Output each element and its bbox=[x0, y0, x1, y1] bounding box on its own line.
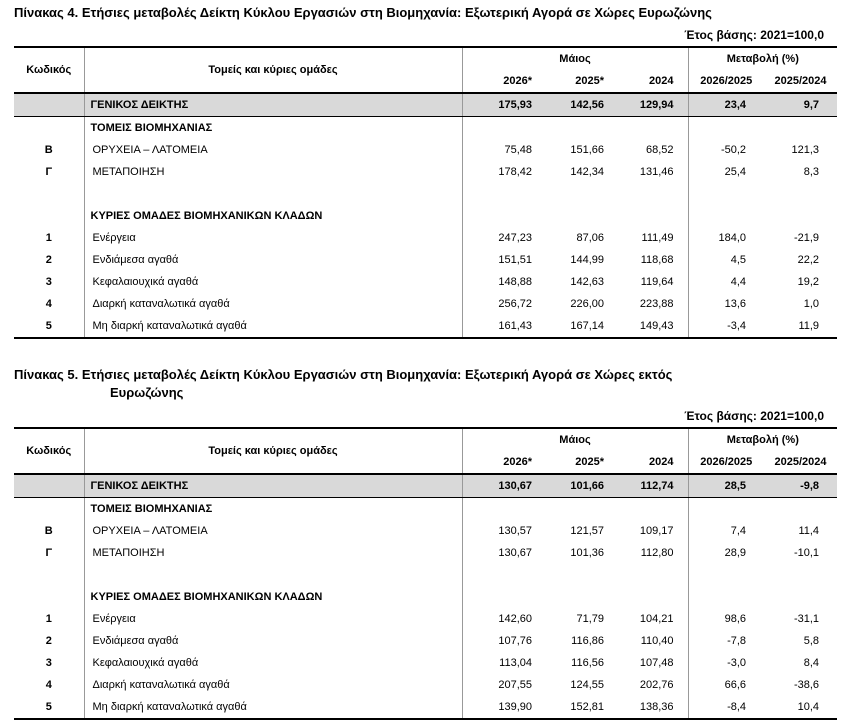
cell-2024: 68,52 bbox=[618, 139, 688, 161]
row-code: 1 bbox=[14, 227, 84, 249]
cell-2026: 178,42 bbox=[498, 166, 532, 178]
cell-change-1: -7,8 bbox=[727, 635, 747, 647]
table-5-base-year: Έτος βάσης: 2021=100,0 bbox=[684, 409, 824, 423]
cell-change-1: 25,4 bbox=[724, 166, 747, 178]
cell-change-1: 98,6 bbox=[724, 613, 747, 625]
table-row bbox=[14, 652, 837, 674]
row-code: 4 bbox=[14, 674, 84, 696]
header-change: Μεταβολή (%) bbox=[688, 428, 837, 451]
cell-change-2: -31,1 bbox=[793, 613, 820, 625]
cell-2026: 175,93 bbox=[462, 93, 546, 117]
header-change-2026-2025: 2026/2025 bbox=[700, 75, 753, 87]
table-5-title-line1: Πίνακας 5. Ετήσιες μεταβολές Δείκτη Κύκλου Εργασιών στη Βιομηχανία: Εξωτερική Αγορά σε Χώρες εκτός bbox=[14, 367, 673, 382]
cell-2026: 207,55 bbox=[498, 679, 532, 691]
header-2024: 2024 bbox=[618, 451, 688, 474]
table-row bbox=[14, 293, 837, 315]
row-code: Β bbox=[14, 520, 84, 542]
cell-change-1: 23,4 bbox=[688, 93, 764, 117]
table-row bbox=[14, 542, 837, 564]
cell-change-2: 22,2 bbox=[797, 254, 820, 266]
cell-change-2: -21,9 bbox=[793, 232, 820, 244]
row-label: ΟΡΥΧΕΙΑ – ΛΑΤΟΜΕΙΑ bbox=[84, 520, 462, 542]
header-change-2026-2025: 2026/2025 bbox=[700, 456, 753, 468]
cell-2025: 116,86 bbox=[571, 635, 604, 647]
header-month: Μάιος bbox=[462, 428, 688, 451]
cell-change-2: 8,3 bbox=[803, 166, 820, 178]
table-5-title bbox=[14, 366, 814, 402]
cell-2026: 139,90 bbox=[462, 696, 546, 719]
cell-2026: 113,04 bbox=[499, 657, 532, 669]
cell-2024: 202,76 bbox=[618, 674, 688, 696]
table-5 bbox=[14, 427, 837, 720]
cell-2024: 138,36 bbox=[618, 696, 688, 719]
row-code: 2 bbox=[14, 630, 84, 652]
cell-change-2: -9,8 bbox=[764, 474, 837, 498]
table-row-total bbox=[14, 474, 837, 498]
table-row bbox=[14, 630, 837, 652]
cell-2024: 129,94 bbox=[618, 93, 688, 117]
header-sectors: Τομείς και κύριες ομάδες bbox=[84, 428, 462, 474]
section-row bbox=[14, 117, 837, 140]
cell-2026: 247,23 bbox=[498, 232, 532, 244]
cell-change-1: 4,4 bbox=[730, 276, 747, 288]
table-row bbox=[14, 161, 837, 183]
table-4-base-year: Έτος βάσης: 2021=100,0 bbox=[684, 28, 824, 42]
total-label: ΓΕΝΙΚΟΣ ΔΕΙΚΤΗΣ bbox=[84, 93, 462, 117]
row-label: Ενδιάμεσα αγαθά bbox=[84, 630, 462, 652]
cell-change-2: 5,8 bbox=[803, 635, 820, 647]
cell-2026: 256,72 bbox=[498, 298, 532, 310]
cell-change-1: 7,4 bbox=[730, 525, 747, 537]
cell-2024: 131,46 bbox=[618, 161, 688, 183]
cell-2026: 148,88 bbox=[498, 276, 532, 288]
cell-2025: 121,57 bbox=[570, 525, 604, 537]
cell-change-1: -50,2 bbox=[720, 144, 747, 156]
cell-2026: 107,76 bbox=[498, 635, 532, 647]
header-2026: 2026* bbox=[503, 456, 532, 468]
table-4-title-line1: Πίνακας 4. Ετήσιες μεταβολές Δείκτη Κύκλου Εργασιών στη Βιομηχανία: Εξωτερική Αγορά σε Χώρες Ευρωζώνης bbox=[14, 5, 712, 20]
row-label: Ενδιάμεσα αγαθά bbox=[84, 249, 462, 271]
cell-change-1: 13,6 bbox=[724, 298, 747, 310]
cell-change-1: 184,0 bbox=[718, 232, 747, 244]
cell-2024: 149,43 bbox=[618, 315, 688, 338]
cell-2025: 142,56 bbox=[546, 93, 618, 117]
cell-change-2: 10,4 bbox=[764, 696, 837, 719]
cell-2024: 112,80 bbox=[618, 542, 688, 564]
row-code: 4 bbox=[14, 293, 84, 315]
cell-2025: 101,66 bbox=[546, 474, 618, 498]
cell-2025: 87,06 bbox=[576, 232, 604, 244]
cell-2024: 118,68 bbox=[618, 249, 688, 271]
section-label: ΤΟΜΕΙΣ ΒΙΟΜΗΧΑΝΙΑΣ bbox=[84, 117, 462, 140]
row-label: Ενέργεια bbox=[84, 227, 462, 249]
cell-2025: 124,55 bbox=[570, 679, 604, 691]
cell-change-2: -10,1 bbox=[793, 547, 820, 559]
row-label: Διαρκή καταναλωτικά αγαθά bbox=[84, 674, 462, 696]
table-row bbox=[14, 315, 837, 338]
cell-2026: 75,48 bbox=[504, 144, 532, 156]
header-2026: 2026* bbox=[503, 75, 532, 87]
section-row bbox=[14, 205, 837, 227]
cell-change-2: 1,0 bbox=[803, 298, 820, 310]
row-label: Διαρκή καταναλωτικά αγαθά bbox=[84, 293, 462, 315]
total-label: ΓΕΝΙΚΟΣ ΔΕΙΚΤΗΣ bbox=[84, 474, 462, 498]
cell-2026: 142,60 bbox=[498, 613, 532, 625]
table-5-title-line2: Ευρωζώνης bbox=[110, 385, 184, 400]
cell-change-1: -3,4 bbox=[688, 315, 764, 338]
cell-2025: 167,14 bbox=[546, 315, 618, 338]
section-label: ΤΟΜΕΙΣ ΒΙΟΜΗΧΑΝΙΑΣ bbox=[84, 498, 462, 521]
header-2024: 2024 bbox=[618, 70, 688, 93]
header-sectors: Τομείς και κύριες ομάδες bbox=[84, 47, 462, 93]
cell-2025: 152,81 bbox=[546, 696, 618, 719]
section-row bbox=[14, 498, 837, 521]
row-code: Β bbox=[14, 139, 84, 161]
cell-change-1: 28,9 bbox=[724, 547, 747, 559]
table-row bbox=[14, 520, 837, 542]
cell-2024: 112,74 bbox=[618, 474, 688, 498]
cell-change-1: -8,4 bbox=[688, 696, 764, 719]
row-code: 3 bbox=[14, 652, 84, 674]
cell-2025: 151,66 bbox=[570, 144, 604, 156]
table-row bbox=[14, 608, 837, 630]
cell-2026: 161,43 bbox=[462, 315, 546, 338]
table-row bbox=[14, 139, 837, 161]
table-row bbox=[14, 227, 837, 249]
cell-change-1: 28,5 bbox=[688, 474, 764, 498]
cell-2026: 130,57 bbox=[498, 525, 532, 537]
cell-change-2: -38,6 bbox=[793, 679, 820, 691]
cell-change-2: 11,4 bbox=[798, 525, 820, 537]
row-label: ΟΡΥΧΕΙΑ – ΛΑΤΟΜΕΙΑ bbox=[84, 139, 462, 161]
section-label: ΚΥΡΙΕΣ ΟΜΑΔΕΣ ΒΙΟΜΗΧΑΝΙΚΩΝ ΚΛΑΔΩΝ bbox=[84, 205, 462, 227]
table-row bbox=[14, 674, 837, 696]
row-label: ΜΕΤΑΠΟΙΗΣΗ bbox=[84, 161, 462, 183]
table-4 bbox=[14, 46, 837, 339]
cell-2025: 116,56 bbox=[571, 657, 604, 669]
cell-change-2: 8,4 bbox=[803, 657, 820, 669]
cell-2025: 144,99 bbox=[570, 254, 604, 266]
cell-change-1: 66,6 bbox=[724, 679, 747, 691]
table-row bbox=[14, 249, 837, 271]
cell-2026: 151,51 bbox=[498, 254, 532, 266]
row-code: 2 bbox=[14, 249, 84, 271]
cell-change-2: 9,7 bbox=[764, 93, 837, 117]
cell-2026: 130,67 bbox=[498, 547, 532, 559]
cell-change-1: 4,5 bbox=[730, 254, 747, 266]
cell-change-2: 11,9 bbox=[764, 315, 837, 338]
row-label: Μη διαρκή καταναλωτικά αγαθά bbox=[84, 315, 462, 338]
row-code: 1 bbox=[14, 608, 84, 630]
header-change-2025-2024: 2025/2024 bbox=[774, 75, 827, 87]
header-month: Μάιος bbox=[462, 47, 688, 70]
cell-2024: 107,48 bbox=[618, 652, 688, 674]
row-code: Γ bbox=[14, 161, 84, 183]
cell-2025: 142,34 bbox=[570, 166, 604, 178]
table-row-total bbox=[14, 93, 837, 117]
cell-2024: 110,40 bbox=[618, 630, 688, 652]
cell-change-2: 121,3 bbox=[791, 144, 820, 156]
table-4-title bbox=[14, 4, 814, 22]
cell-change-2: 19,2 bbox=[797, 276, 820, 288]
cell-2024: 111,49 bbox=[618, 227, 688, 249]
cell-2024: 119,64 bbox=[618, 271, 688, 293]
cell-2024: 104,21 bbox=[618, 608, 688, 630]
row-label: Κεφαλαιουχικά αγαθά bbox=[84, 271, 462, 293]
header-2025: 2025* bbox=[575, 75, 604, 87]
header-2025: 2025* bbox=[575, 456, 604, 468]
row-code: Γ bbox=[14, 542, 84, 564]
cell-2024: 223,88 bbox=[618, 293, 688, 315]
row-label: Ενέργεια bbox=[84, 608, 462, 630]
row-label: Κεφαλαιουχικά αγαθά bbox=[84, 652, 462, 674]
table-row bbox=[14, 271, 837, 293]
table-row bbox=[14, 696, 837, 719]
row-code: 5 bbox=[14, 696, 84, 719]
cell-2025: 226,00 bbox=[570, 298, 604, 310]
cell-2025: 142,63 bbox=[570, 276, 604, 288]
row-label: ΜΕΤΑΠΟΙΗΣΗ bbox=[84, 542, 462, 564]
header-code: Κωδικός bbox=[14, 428, 84, 474]
cell-change-1: -3,0 bbox=[727, 657, 747, 669]
row-code: 5 bbox=[14, 315, 84, 338]
header-change: Μεταβολή (%) bbox=[688, 47, 837, 70]
header-code: Κωδικός bbox=[14, 47, 84, 93]
header-change-2025-2024: 2025/2024 bbox=[774, 456, 827, 468]
cell-2024: 109,17 bbox=[618, 520, 688, 542]
section-row bbox=[14, 586, 837, 608]
section-label: ΚΥΡΙΕΣ ΟΜΑΔΕΣ ΒΙΟΜΗΧΑΝΙΚΩΝ ΚΛΑΔΩΝ bbox=[84, 586, 462, 608]
row-code: 3 bbox=[14, 271, 84, 293]
cell-2026: 130,67 bbox=[462, 474, 546, 498]
cell-2025: 71,79 bbox=[576, 613, 604, 625]
cell-2025: 101,36 bbox=[570, 547, 604, 559]
row-label: Μη διαρκή καταναλωτικά αγαθά bbox=[84, 696, 462, 719]
